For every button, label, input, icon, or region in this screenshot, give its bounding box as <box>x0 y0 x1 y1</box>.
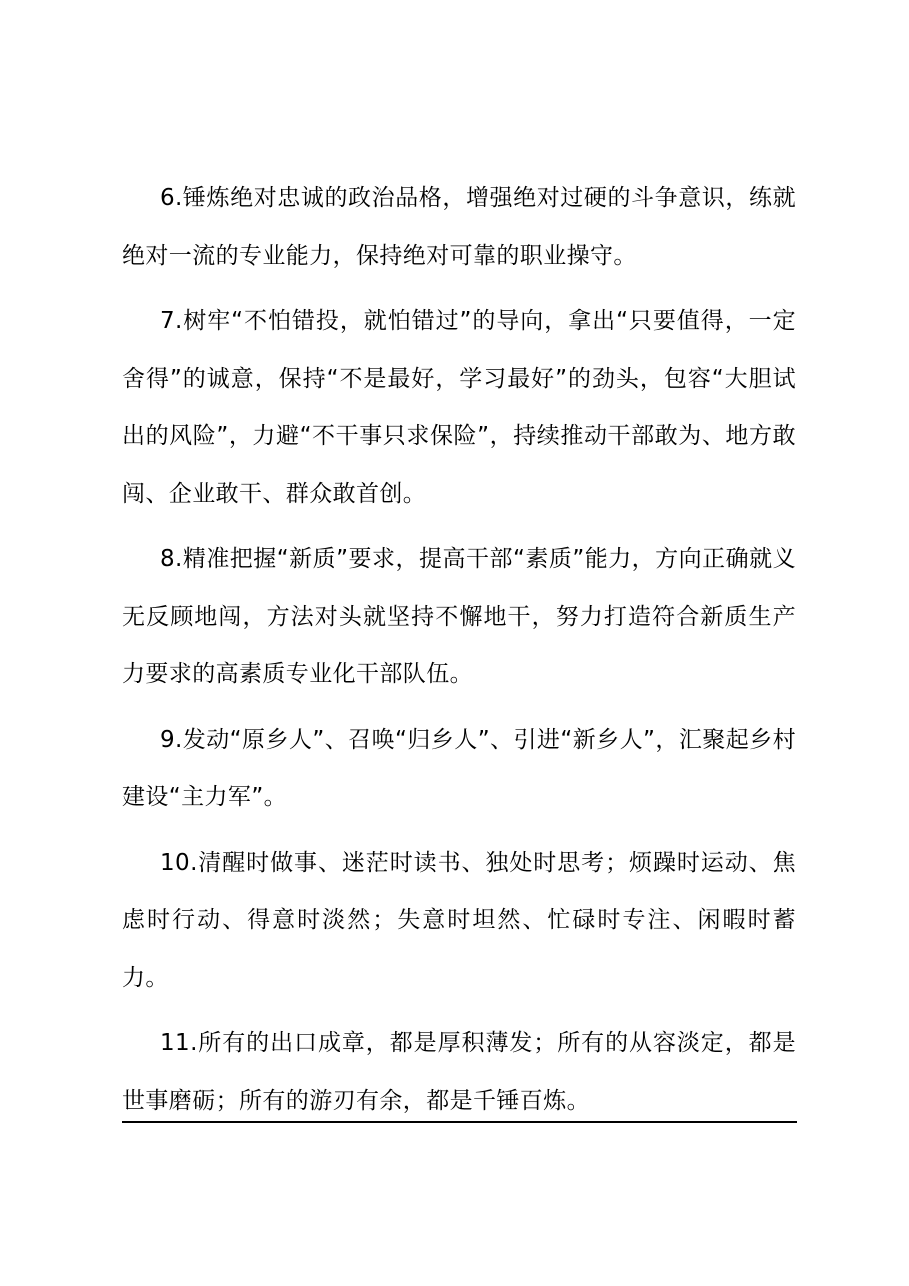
paragraph-8: 8.精准把握“新质”要求，提高干部“素质”能力，方向正确就义无反顾地闯，方法对头就坚持不懈地干，努力打造符合新质生产力要求的高素质专业化干部队伍。 <box>122 546 796 687</box>
bottom-divider <box>122 1121 797 1123</box>
paragraph-7: 7.树牢“不怕错投，就怕错过”的导向，拿出“只要值得，一定舍得”的诚意，保持“不是最好，学习最好”的劲头，包容“大胆试出的风险”，力避“不干事只求保险”，持续推动干部敢为、地方敢闯、企业敢干、群众敢首创。 <box>122 308 796 507</box>
paragraph-6: 6.锤炼绝对忠诚的政治品格，增强绝对过硬的斗争意识，练就绝对一流的专业能力，保持绝对可靠的职业操守。 <box>122 185 796 269</box>
paragraph-11: 11.所有的出口成章，都是厚积薄发；所有的从容淡定，都是世事磨砺；所有的游刃有余，都是千锤百炼。 <box>122 1030 796 1114</box>
paragraph-9: 9.发动“原乡人”、召唤“归乡人”、引进“新乡人”，汇聚起乡村建设“主力军”。 <box>122 726 796 810</box>
document-body <box>122 170 796 1138</box>
paragraph-10: 10.清醒时做事、迷茫时读书、独处时思考；烦躁时运动、焦虑时行动、得意时淡然；失意时坦然、忙碌时专注、闲暇时蓄力。 <box>122 849 796 991</box>
